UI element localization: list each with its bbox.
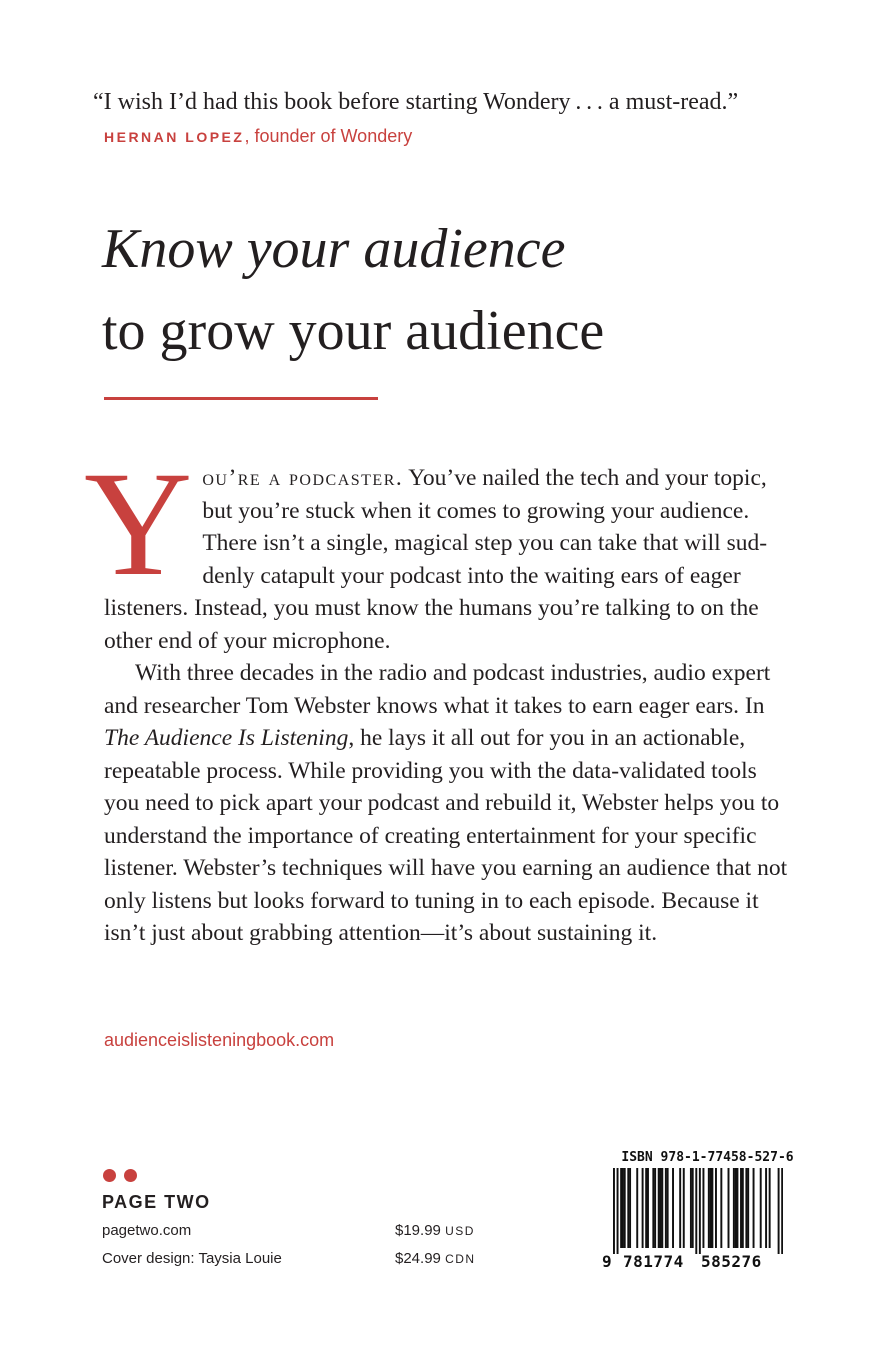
barcode-bar (683, 1168, 685, 1248)
barcode-bar (745, 1168, 747, 1248)
barcode-bar (753, 1168, 755, 1248)
barcode-bar (636, 1168, 638, 1248)
barcode-bar (690, 1168, 692, 1248)
barcode-bar (642, 1168, 644, 1248)
barcode-bar (613, 1168, 615, 1254)
barcode-bar (679, 1168, 681, 1248)
barcode-bar (710, 1168, 712, 1248)
barcode-bar (624, 1168, 626, 1248)
barcode-bar (629, 1168, 631, 1248)
endorsement-attribution (104, 126, 412, 147)
price-usd-amount: $19.99 (395, 1222, 441, 1239)
barcode-bar (654, 1168, 656, 1248)
barcode-bar (647, 1168, 649, 1248)
drop-cap: Y (84, 441, 193, 607)
barcode-digits-left: 781774 (623, 1252, 684, 1271)
barcode-bar (617, 1168, 619, 1254)
barcode-bar (747, 1168, 749, 1248)
barcode-bar (692, 1168, 694, 1248)
barcode-bar (627, 1168, 629, 1248)
barcode-bar (778, 1168, 780, 1254)
paragraph-2-rest: , he lays it all out for you in an actionable, repeatable process. While providing you with the data-validated tools you need to pick apart your podcast and rebuild it, Webster helps you to understand the importance of creating entertainment for your specific listener. Webster’s techniques will have you earning an audience that not only listens but looks forward to tuning in to each episode. Because it isn’t just about grabbing attention—it’s about sustaining it. (104, 725, 788, 946)
barcode-digit-first: 9 (602, 1252, 612, 1271)
barcode-bar (665, 1168, 667, 1248)
barcode-bars (613, 1168, 783, 1254)
barcode-bar (711, 1168, 713, 1248)
publisher-name: PAGE TWO (102, 1192, 211, 1212)
price-cdn-currency: CDN (445, 1252, 476, 1266)
barcode-bar (733, 1168, 735, 1248)
barcode-bar (769, 1168, 771, 1248)
barcode-bar (658, 1168, 660, 1248)
description-paragraph-1 (84, 441, 794, 657)
barcode-bar (702, 1168, 704, 1248)
barcode-bar (765, 1168, 767, 1248)
barcode-bar (728, 1168, 730, 1248)
barcode-bar (672, 1168, 674, 1248)
cover-design-credit: Cover design: Taysia Louie (102, 1250, 282, 1267)
publisher-url[interactable]: pagetwo.com (102, 1222, 192, 1239)
barcode-bar (622, 1168, 624, 1248)
lead-in-smallcaps: ou’re a podcaster. (202, 465, 404, 491)
barcode-bar (620, 1168, 622, 1248)
price-cdn (395, 1250, 476, 1267)
book-description (84, 441, 794, 950)
barcode-bar (715, 1168, 717, 1248)
endorsement-quote: “I wish I’d had this book before starting Wondery . . . a must-read.” (93, 89, 739, 115)
barcode-bar (736, 1168, 738, 1248)
accent-divider (104, 397, 378, 400)
book-title-italic: The Audience Is Listening (104, 725, 349, 751)
price-usd (395, 1222, 475, 1239)
barcode-bar (652, 1168, 654, 1248)
barcode-bar (667, 1168, 669, 1248)
barcode-bar (699, 1168, 701, 1254)
barcode-bar (645, 1168, 647, 1248)
barcode-bar (760, 1168, 762, 1248)
price-usd-currency: USD (445, 1224, 475, 1238)
barcode-bar (708, 1168, 710, 1248)
barcode-bar (695, 1168, 697, 1254)
barcode-digits-right: 585276 (701, 1252, 762, 1271)
paragraph-1-text: You’ve nailed the tech and your topic, but you’re stuck when it comes to growing your audience. There isn’t a single, magical step you can take that will suddenly catapult your podcast into the waiting ears of eager listeners. Instead, you must know the humans you’re talking to on the other end of your microphone. (104, 465, 768, 654)
barcode-bar (661, 1168, 663, 1248)
endorser-name: HERNAN LOPEZ (104, 129, 245, 145)
headline-line-2: to grow your audience (102, 300, 605, 362)
barcode-bar (720, 1168, 722, 1248)
logo-dot-icon (103, 1169, 116, 1182)
publisher-logo-dots (103, 1169, 137, 1182)
isbn-barcode (595, 1150, 795, 1275)
paragraph-2-start: With three decades in the radio and podcast industries, audio expert and researcher Tom Webster knows what it takes to earn eager ears. In (104, 660, 771, 719)
description-paragraph-2 (104, 657, 794, 950)
isbn-label: ISBN 978-1-77458-527-6 (621, 1150, 794, 1165)
website-link[interactable]: audienceislisteningbook.com (104, 1030, 335, 1050)
headline (102, 208, 862, 372)
logo-dot-icon (124, 1169, 137, 1182)
barcode-bar (735, 1168, 737, 1248)
barcode-bar (742, 1168, 744, 1248)
barcode-bar (781, 1168, 783, 1254)
headline-line-1: Know your audience (102, 218, 566, 280)
barcode-bar (660, 1168, 662, 1248)
endorser-role: , founder of Wondery (244, 126, 413, 146)
barcode-bar (740, 1168, 742, 1248)
price-cdn-amount: $24.99 (395, 1250, 441, 1267)
